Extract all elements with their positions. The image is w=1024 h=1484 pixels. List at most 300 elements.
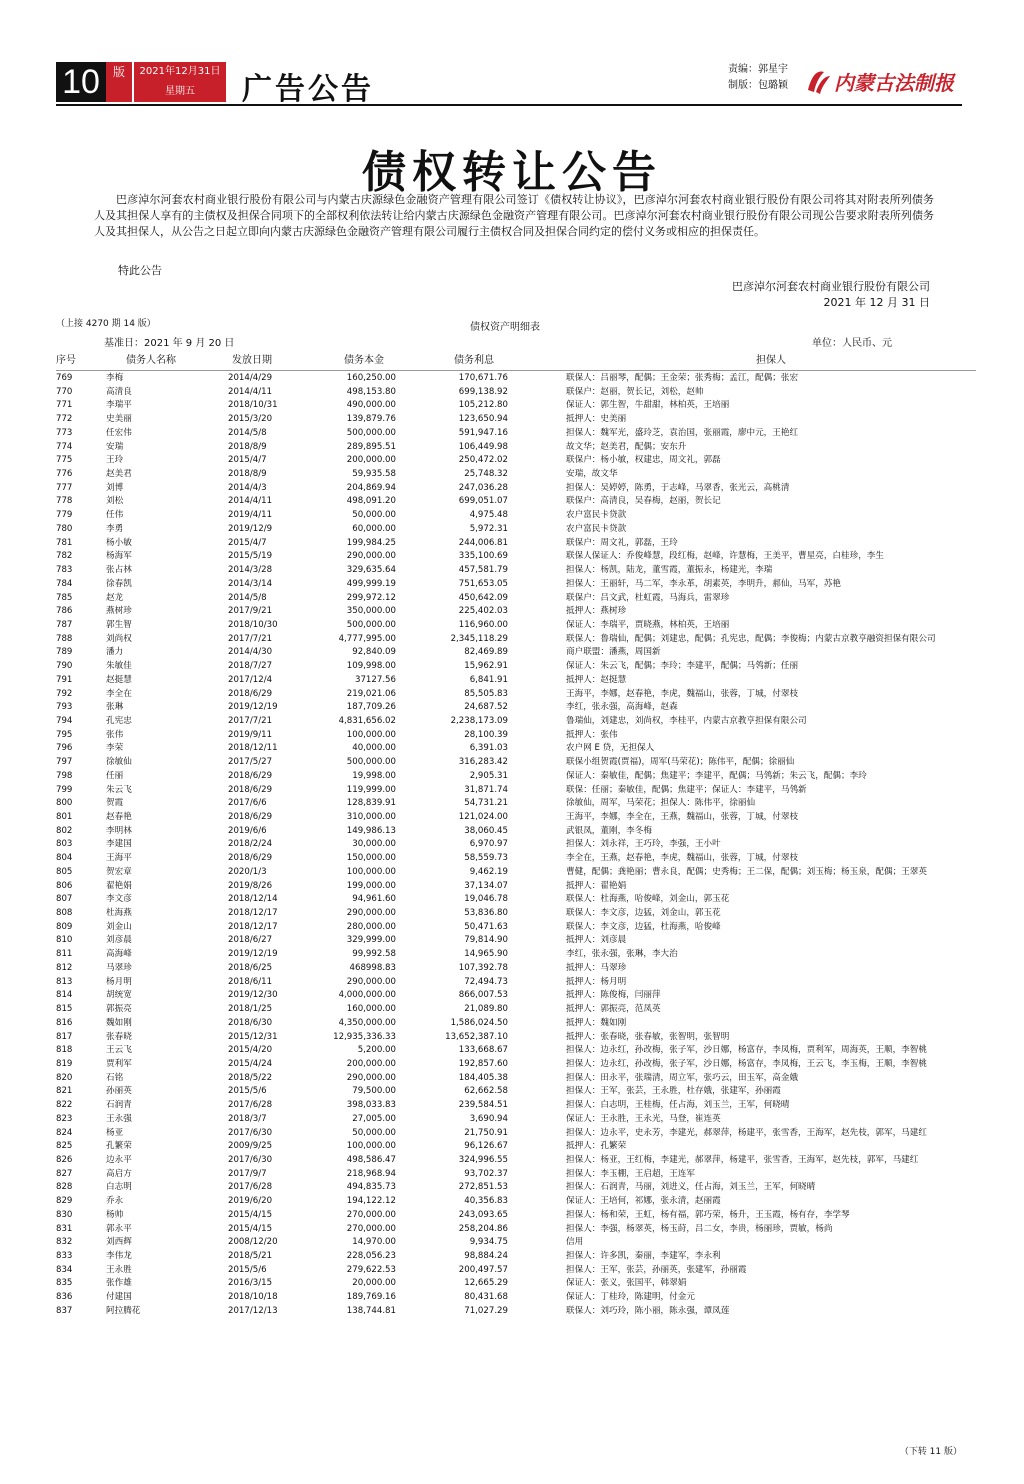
interest: 62,662.58: [464, 1086, 508, 1097]
table-row: [56, 372, 976, 386]
debtor-name: 杨小敏: [106, 537, 132, 548]
debtor-name: 李全在: [106, 688, 132, 699]
issue-date: 2014/4/11: [228, 496, 273, 507]
interest: 15,962.91: [464, 661, 508, 672]
guarantors: 联保户：吕文武，杜虹霞，马海兵，雷翠珍: [566, 592, 730, 603]
debtor-name: 史美丽: [106, 414, 132, 425]
issue-date: 2015/4/20: [228, 1045, 273, 1056]
row-number: 827: [56, 1168, 73, 1179]
issue-date: 2017/6/30: [228, 1127, 273, 1138]
row-number: 789: [56, 647, 73, 658]
issue-date: 2017/9/7: [228, 1168, 267, 1179]
issue-date: 2015/4/15: [228, 1209, 273, 1220]
table-row: [56, 893, 976, 907]
principal: 14,970.00: [352, 1237, 396, 1248]
principal: 100,000.00: [346, 866, 396, 877]
principal: 92,840.09: [352, 647, 396, 658]
continued-to: （下转 11 版）: [899, 1447, 962, 1457]
debtor-name: 王玲: [106, 455, 124, 466]
table-row: [56, 399, 976, 413]
row-number: 804: [56, 853, 73, 864]
principal: 50,000.00: [352, 1127, 396, 1138]
interest: 58,559.73: [464, 853, 508, 864]
header-cell-principal: 债务本金: [344, 355, 384, 366]
table-header: [56, 352, 976, 371]
interest: 184,405.38: [458, 1072, 508, 1083]
notice-title: 债权转让公告: [362, 147, 662, 198]
issue-date: 2018/7/27: [228, 661, 273, 672]
guarantors: 联保人：刘巧玲，陈小丽，陈永强，谭凤莲: [566, 1305, 730, 1316]
debtor-name: 马翠珍: [106, 962, 132, 973]
principal: 290,000.00: [346, 551, 396, 562]
interest: 9,462.19: [469, 866, 508, 877]
row-number: 829: [56, 1196, 73, 1207]
row-number: 799: [56, 784, 73, 795]
row-number: 791: [56, 674, 73, 685]
issue-date: 2015/5/6: [228, 1086, 267, 1097]
principal: 310,000.00: [346, 812, 396, 822]
principal: 12,935,336.33: [333, 1031, 396, 1042]
guarantors: 担保人：李玉棚，王启超，王连军: [566, 1168, 695, 1179]
issue-date: 2015/4/15: [228, 1223, 273, 1234]
row-number: 834: [56, 1264, 73, 1275]
issue-date: 2017/12/13: [228, 1305, 278, 1316]
guarantors: 李全在，王燕，赵春艳，李虎，魏福山，张蓉，丁城，付翠枝: [566, 853, 799, 864]
issue-date: 2014/4/29: [228, 373, 273, 383]
table-row: [56, 784, 976, 798]
guarantors: 联保人：鲁瑞仙，配偶；刘建忠，配偶；孔宪忠，配偶；李俊梅；内蒙古京教亨融资担保有限公司: [566, 633, 936, 644]
issue-date: 2018/12/17: [228, 921, 278, 932]
row-number: 807: [56, 894, 73, 905]
guarantors: 担保人：边永红，孙改梅，张子军，沙日娜，杨富存，李凤梅，王云飞，李玉梅，王顺，李智桃: [566, 1058, 927, 1069]
guarantors: 担保人：魏军光，盛玲芝，袁治国，张丽霞，廖中元，王艳红: [566, 427, 799, 438]
debtor-name: 郭永平: [106, 1223, 132, 1234]
table-row: [56, 1044, 976, 1058]
table-row: [56, 646, 976, 660]
interest: 107,392.78: [458, 962, 508, 973]
row-number: 820: [56, 1072, 73, 1083]
issue-date: 2015/3/20: [228, 414, 273, 425]
header-cell-date: 发放日期: [232, 355, 272, 366]
row-number: 830: [56, 1209, 73, 1220]
row-number: 782: [56, 551, 73, 562]
principal: 4,350,000.00: [338, 1017, 396, 1028]
principal: 204,869.94: [346, 482, 396, 493]
issue-date: 2018/6/29: [228, 784, 273, 795]
debtor-name: 杨海军: [106, 551, 132, 562]
page-number: 10: [56, 62, 106, 102]
row-number: 806: [56, 880, 73, 891]
debtor-name: 李建国: [106, 839, 132, 850]
guarantors: 保证人：张义，张国平，韩翠娟: [566, 1278, 687, 1289]
debtor-name: 李勇: [106, 523, 124, 534]
interest: 24,687.52: [464, 702, 508, 713]
guarantors: 抵押人：燕树珍: [566, 606, 627, 617]
issue-date: 2019/12/19: [228, 949, 278, 960]
debtor-name: 朱敏佳: [106, 661, 132, 672]
issue-date: 2018/10/31: [228, 400, 278, 411]
issue-date: 2019/8/26: [228, 880, 273, 891]
guarantors: 担保人：石润青，马丽，刘进义，任占海，刘玉兰，王军，何晓晴: [566, 1182, 816, 1193]
interest: 250,472.02: [458, 455, 508, 466]
row-number: 809: [56, 921, 73, 932]
guarantors: 联保人：李文彦，边猛，刘金山，郭玉花: [566, 908, 721, 919]
debtor-name: 孙丽英: [106, 1086, 132, 1097]
guarantors: 抵押人：马翠珍: [566, 962, 627, 973]
guarantors: 担保人：杨亚，王红梅，李建光，郝翠萍，杨建平，张雪香，王海军，赵先枝，郭军，马建红: [566, 1154, 919, 1165]
interest: 14,965.90: [464, 949, 508, 960]
guarantors: 安瑞，故文华: [566, 469, 618, 480]
debtor-name: 赵美君: [106, 469, 132, 480]
principal: 279,622.53: [346, 1264, 396, 1275]
table-row: [56, 1003, 976, 1017]
guarantors: 抵押人：赵挺慧: [566, 674, 627, 685]
interest: 85,505.83: [464, 688, 508, 699]
interest: 335,100.69: [458, 551, 508, 562]
row-number: 790: [56, 661, 73, 672]
table-row: [56, 509, 976, 523]
table-row: [56, 1181, 976, 1195]
row-number: 822: [56, 1100, 73, 1111]
principal: 498,091.20: [346, 496, 396, 507]
debtor-name: 赵春艳: [106, 812, 132, 822]
principal: 160,250.00: [346, 373, 396, 383]
guarantors: 农户富民卡贷款: [566, 510, 627, 521]
table-row: [56, 976, 976, 990]
principal: 350,000.00: [346, 606, 396, 617]
table-row: [56, 1058, 976, 1072]
interest: 28,100.39: [464, 729, 508, 740]
table-row: [56, 523, 976, 537]
row-number: 831: [56, 1223, 73, 1234]
guarantors: 农户网 E 贷，无担保人: [566, 743, 655, 754]
row-number: 774: [56, 441, 73, 452]
table-row: [56, 989, 976, 1003]
guarantors: 联保小组贺霞(贾福)，周军(马荣花)；陈伟平，配偶；徐丽仙: [566, 757, 795, 768]
principal: 79,500.00: [352, 1086, 396, 1097]
row-number: 832: [56, 1237, 73, 1248]
interest: 53,836.80: [464, 908, 508, 919]
notice-date: 2021 年 12 月 31 日: [823, 296, 930, 309]
debtor-name: 张春晓: [106, 1031, 132, 1042]
debtor-name: 乔永: [106, 1196, 124, 1207]
notice-closing: 特此公告: [118, 264, 162, 277]
debtor-name: 徐春凯: [106, 578, 132, 589]
interest: 105,212.80: [458, 400, 508, 411]
principal: 40,000.00: [352, 743, 396, 754]
issue-date: 2018/6/29: [228, 812, 273, 822]
interest: 457,581.79: [458, 565, 508, 576]
table-row: [56, 1305, 976, 1319]
guarantors: 抵押人：张伟: [566, 729, 618, 740]
table-row: [56, 742, 976, 756]
issue-date: 2017/6/28: [228, 1182, 273, 1193]
table-row: [56, 1264, 976, 1278]
guarantors: 联保人：吕丽琴，配偶；王金荣；张秀梅；孟江，配偶；张宏: [566, 373, 799, 383]
debtor-name: 石润青: [106, 1100, 132, 1111]
issue-date: 2018/6/29: [228, 688, 273, 699]
principal: 228,056.23: [346, 1251, 396, 1261]
principal: 218,968.94: [346, 1168, 396, 1179]
row-number: 810: [56, 935, 73, 946]
debtor-name: 张琳: [106, 702, 124, 713]
debtor-name: 孔繁荣: [106, 1141, 132, 1152]
row-number: 812: [56, 962, 73, 973]
debtor-name: 王永胜: [106, 1264, 132, 1275]
row-number: 801: [56, 812, 73, 822]
row-number: 792: [56, 688, 73, 699]
table-row: [56, 1127, 976, 1141]
newspaper-logo-icon: [804, 66, 962, 98]
issue-date: 2019/12/19: [228, 702, 278, 713]
row-number: 787: [56, 619, 73, 630]
row-number: 802: [56, 825, 73, 836]
debtor-name: 王海平: [106, 853, 132, 864]
debtor-name: 李伟龙: [106, 1251, 132, 1261]
guarantors: 联保人：杜海燕，哈俊峰，刘金山，郭玉花: [566, 894, 730, 905]
interest: 38,060.45: [464, 825, 508, 836]
row-number: 775: [56, 455, 73, 466]
debtor-name: 贺霞: [106, 798, 124, 809]
row-number: 819: [56, 1058, 73, 1069]
interest: 25,748.32: [464, 469, 508, 480]
table-row: [56, 578, 976, 592]
guarantors: 担保人：李强，杨翠英，杨玉莳，吕二女，李贵，杨丽珍，贾敏，杨尚: [566, 1223, 833, 1234]
issue-date: 2017/6/6: [228, 798, 267, 809]
issue-date: 2018/6/29: [228, 853, 273, 864]
table-row: [56, 1072, 976, 1086]
row-number: 817: [56, 1031, 73, 1042]
debtor-name: 李梅: [106, 373, 124, 383]
table-row: [56, 633, 976, 647]
issue-date: 2018/2/24: [228, 839, 273, 850]
issue-date-box: [134, 62, 226, 102]
table-row: [56, 1085, 976, 1099]
row-number: 779: [56, 510, 73, 521]
table-row: [56, 866, 976, 880]
issue-date: 2018/6/25: [228, 962, 273, 973]
debtor-name: 石铭: [106, 1072, 124, 1083]
row-number: 796: [56, 743, 73, 754]
table-row: [56, 797, 976, 811]
guarantors: 担保人：田永平，张瑞清，周立军，张巧云，田玉军，高金娥: [566, 1072, 799, 1083]
debtor-name: 赵龙: [106, 592, 124, 603]
row-number: 814: [56, 990, 73, 1001]
principal: 398,033.83: [346, 1100, 396, 1111]
principal: 37127.56: [354, 674, 396, 685]
interest: 96,126.67: [464, 1141, 508, 1152]
guarantors: 担保人：边永红，孙改梅，张子军，沙日娜，杨富存，李凤梅，贾利军，周海英，王顺，李智桃: [566, 1045, 927, 1056]
row-number: 805: [56, 866, 73, 877]
debtor-name: 杨帅: [106, 1209, 124, 1220]
table-row: [56, 1223, 976, 1237]
issue-date: 2018/8/9: [228, 469, 267, 480]
interest: 751,653.05: [458, 578, 508, 589]
principal: 219,021.06: [346, 688, 396, 699]
issue-date: 2018/10/18: [228, 1292, 278, 1303]
row-number: 815: [56, 1004, 73, 1015]
issue-date: 2018/12/17: [228, 908, 278, 919]
interest: 450,642.09: [458, 592, 508, 603]
guarantors: 李红，张永强，高海峰，赵森: [566, 702, 678, 713]
issue-date: 2015/4/7: [228, 455, 267, 466]
producer-name: 制版：包璐颖: [728, 80, 788, 91]
row-number: 772: [56, 414, 73, 425]
table-row: [56, 495, 976, 509]
issue-date: 2019/9/11: [228, 729, 273, 740]
table-row: [56, 413, 976, 427]
debtor-name: 朱云飞: [106, 784, 132, 795]
issue-date: 2017/5/27: [228, 757, 273, 768]
interest: 324,996.55: [458, 1154, 508, 1165]
guarantors: 抵押人：郭振亮，范凤英: [566, 1004, 661, 1015]
debtor-name: 高海峰: [106, 949, 132, 960]
issue-date: 2014/5/8: [228, 427, 267, 438]
principal: 468998.83: [349, 962, 396, 973]
guarantors: 抵押人：史美丽: [566, 414, 627, 425]
guarantors: 保证人：郭生智，牛甜甜，林柏英，王培丽: [566, 400, 730, 411]
guarantors: 担保人：白志明，王桂梅，任占海，刘玉兰，王军，何晓晴: [566, 1100, 790, 1111]
principal: 199,984.25: [346, 537, 396, 548]
table-row: [56, 1250, 976, 1264]
row-number: 786: [56, 606, 73, 617]
interest: 258,204.86: [458, 1223, 508, 1234]
debtor-name: 任宏伟: [106, 427, 132, 438]
currency-unit: 单位：人民币、元: [812, 338, 892, 349]
principal: 150,000.00: [346, 853, 396, 864]
newspaper-logo: [804, 66, 962, 98]
table-row: [56, 1113, 976, 1127]
principal: 160,000.00: [346, 1004, 396, 1015]
table-row: [56, 1031, 976, 1045]
guarantors: 信用: [566, 1237, 584, 1248]
notice-body: 巴彦淖尔河套农村商业银行股份有限公司与内蒙古庆源绿色金融资产管理有限公司签订《债权转让协议》，巴彦淖尔河套农村商业银行股份有限公司将其对附表所列债务人及其担保人享有的主债权及担保合同项下的全部权利依法转让给内蒙古庆源绿色金融资产管理有限公司。巴彦淖尔河套农村商业银行股份有限公司现公告要求附表所列债务人及其担保人，从公告之日起立即向内蒙古庆源绿色金融资产管理有限公司履行主债权合同及担保合同约定的偿付义务或相应的担保责任。: [94, 193, 934, 238]
debtor-name: 阿拉腾花: [106, 1305, 141, 1316]
principal: 500,000.00: [346, 757, 396, 768]
row-number: 816: [56, 1017, 73, 1028]
guarantors: 保证人：秦敏佳，配偶；焦建平；李建平，配偶；马鸰新；朱云飞，配偶；李玲: [566, 770, 867, 781]
principal: 94,961.60: [352, 894, 396, 905]
continued-from: （上接 4270 期 14 版）: [56, 319, 156, 329]
guarantors: 担保人：王军，张芸，孙丽英，张建军，孙丽霞: [566, 1264, 747, 1275]
interest: 2,905.31: [469, 770, 508, 781]
interest: 19,046.78: [464, 894, 508, 905]
table-row: [56, 1017, 976, 1031]
principal: 498,153.80: [346, 386, 396, 397]
page-char: 版: [106, 62, 132, 102]
guarantors: 商户联盟：潘燕，周国新: [566, 647, 661, 658]
guarantors: 保证人：王培何，祁娜，张永清，赵丽霞: [566, 1196, 721, 1207]
interest: 3,690.94: [469, 1113, 508, 1124]
debtor-name: 胡统宽: [106, 990, 132, 1001]
guarantors: 抵押人：张春晓，张春敏，张智明，张智明: [566, 1031, 730, 1042]
debtor-name: 贺宏章: [106, 866, 132, 877]
interest: 106,449.98: [458, 441, 508, 452]
issue-date: 2014/3/14: [228, 578, 273, 589]
guarantors: 武银凤，董刚，李冬梅: [566, 825, 652, 836]
guarantors: 联保：任丽；秦敏佳，配偶；焦建平；保证人：李建平，马鸰新: [566, 784, 807, 795]
principal: 99,992.58: [352, 949, 396, 960]
principal: 270,000.00: [346, 1209, 396, 1220]
table-row: [56, 1168, 976, 1182]
header-cell-debtor: 债务人名称: [126, 355, 176, 366]
interest: 40,356.83: [464, 1196, 508, 1207]
issue-date: 2019/4/11: [228, 510, 273, 521]
debtor-name: 张作雄: [106, 1278, 132, 1289]
row-number: 769: [56, 373, 73, 383]
row-number: 776: [56, 469, 73, 480]
debtor-name: 刘博: [106, 482, 124, 493]
interest: 12,665.29: [464, 1278, 508, 1289]
issue-date: 2014/5/8: [228, 592, 267, 603]
row-number: 833: [56, 1251, 73, 1261]
principal: 100,000.00: [346, 1141, 396, 1152]
table-row: [56, 674, 976, 688]
debtor-name: 高启方: [106, 1168, 132, 1179]
table-row: [56, 592, 976, 606]
issue-date: 2017/7/21: [228, 715, 273, 726]
issue-date: 2009/9/25: [228, 1141, 273, 1152]
interest: 239,584.51: [458, 1100, 508, 1111]
row-number: 777: [56, 482, 73, 493]
interest: 93,702.37: [464, 1168, 508, 1179]
table-row: [56, 825, 976, 839]
row-number: 771: [56, 400, 73, 411]
issue-date: 2018/12/11: [228, 743, 278, 754]
principal: 490,000.00: [346, 400, 396, 411]
debtor-name: 杜海燕: [106, 908, 132, 919]
principal: 270,000.00: [346, 1223, 396, 1234]
interest: 316,283.42: [458, 757, 508, 768]
debtor-name: 孔宪忠: [106, 715, 132, 726]
interest: 192,857.60: [458, 1058, 508, 1069]
table-row: [56, 688, 976, 702]
guarantors: 联保户：赵丽，贺长记，刘松，赵帅: [566, 386, 704, 397]
editor-name: 责编：郭星宇: [728, 64, 788, 75]
debtor-name: 李瑞平: [106, 400, 132, 411]
debtor-name: 张伟: [106, 729, 124, 740]
issue-date: 2015/4/7: [228, 537, 267, 548]
guarantors: 担保人：王军，张芸，王永胜，杜存娥，张建军，孙丽霞: [566, 1086, 781, 1097]
principal: 4,000,000.00: [338, 990, 396, 1001]
debtor-name: 刘松: [106, 496, 124, 507]
interest: 98,884.24: [464, 1251, 508, 1261]
principal: 19,998.00: [352, 770, 396, 781]
guarantors: 担保人：许多凯，秦丽，李建军，李永利: [566, 1251, 721, 1261]
table-row: [56, 1140, 976, 1154]
row-number: 823: [56, 1113, 73, 1124]
issue-date: 2018/1/25: [228, 1004, 273, 1015]
issue-date: 2015/5/19: [228, 551, 273, 562]
guarantors: 担保人：王丽轩，马二军，李永革，胡素英，李明升，郝仙，马军，苏艳: [566, 578, 842, 589]
principal: 199,000.00: [346, 880, 396, 891]
table-row: [56, 441, 976, 455]
table-row: [56, 1099, 976, 1113]
principal: 20,000.00: [352, 1278, 396, 1289]
guarantors: 担保人：杨凯，陆龙，董雪霞，董振永，杨建光，李瑞: [566, 565, 773, 576]
issue-date: 2017/7/21: [228, 633, 273, 644]
debtor-name: 刘金山: [106, 921, 132, 932]
principal: 60,000.00: [352, 523, 396, 534]
table-row: [56, 537, 976, 551]
issue-date: 2018/5/22: [228, 1072, 273, 1083]
debtor-name: 任伟: [106, 510, 124, 521]
issue-date: 2008/12/20: [228, 1237, 278, 1248]
interest: 170,671.76: [458, 373, 508, 383]
interest: 71,027.29: [464, 1305, 508, 1316]
editor-credits: [728, 62, 788, 94]
header-cell-interest: 债务利息: [454, 355, 494, 366]
